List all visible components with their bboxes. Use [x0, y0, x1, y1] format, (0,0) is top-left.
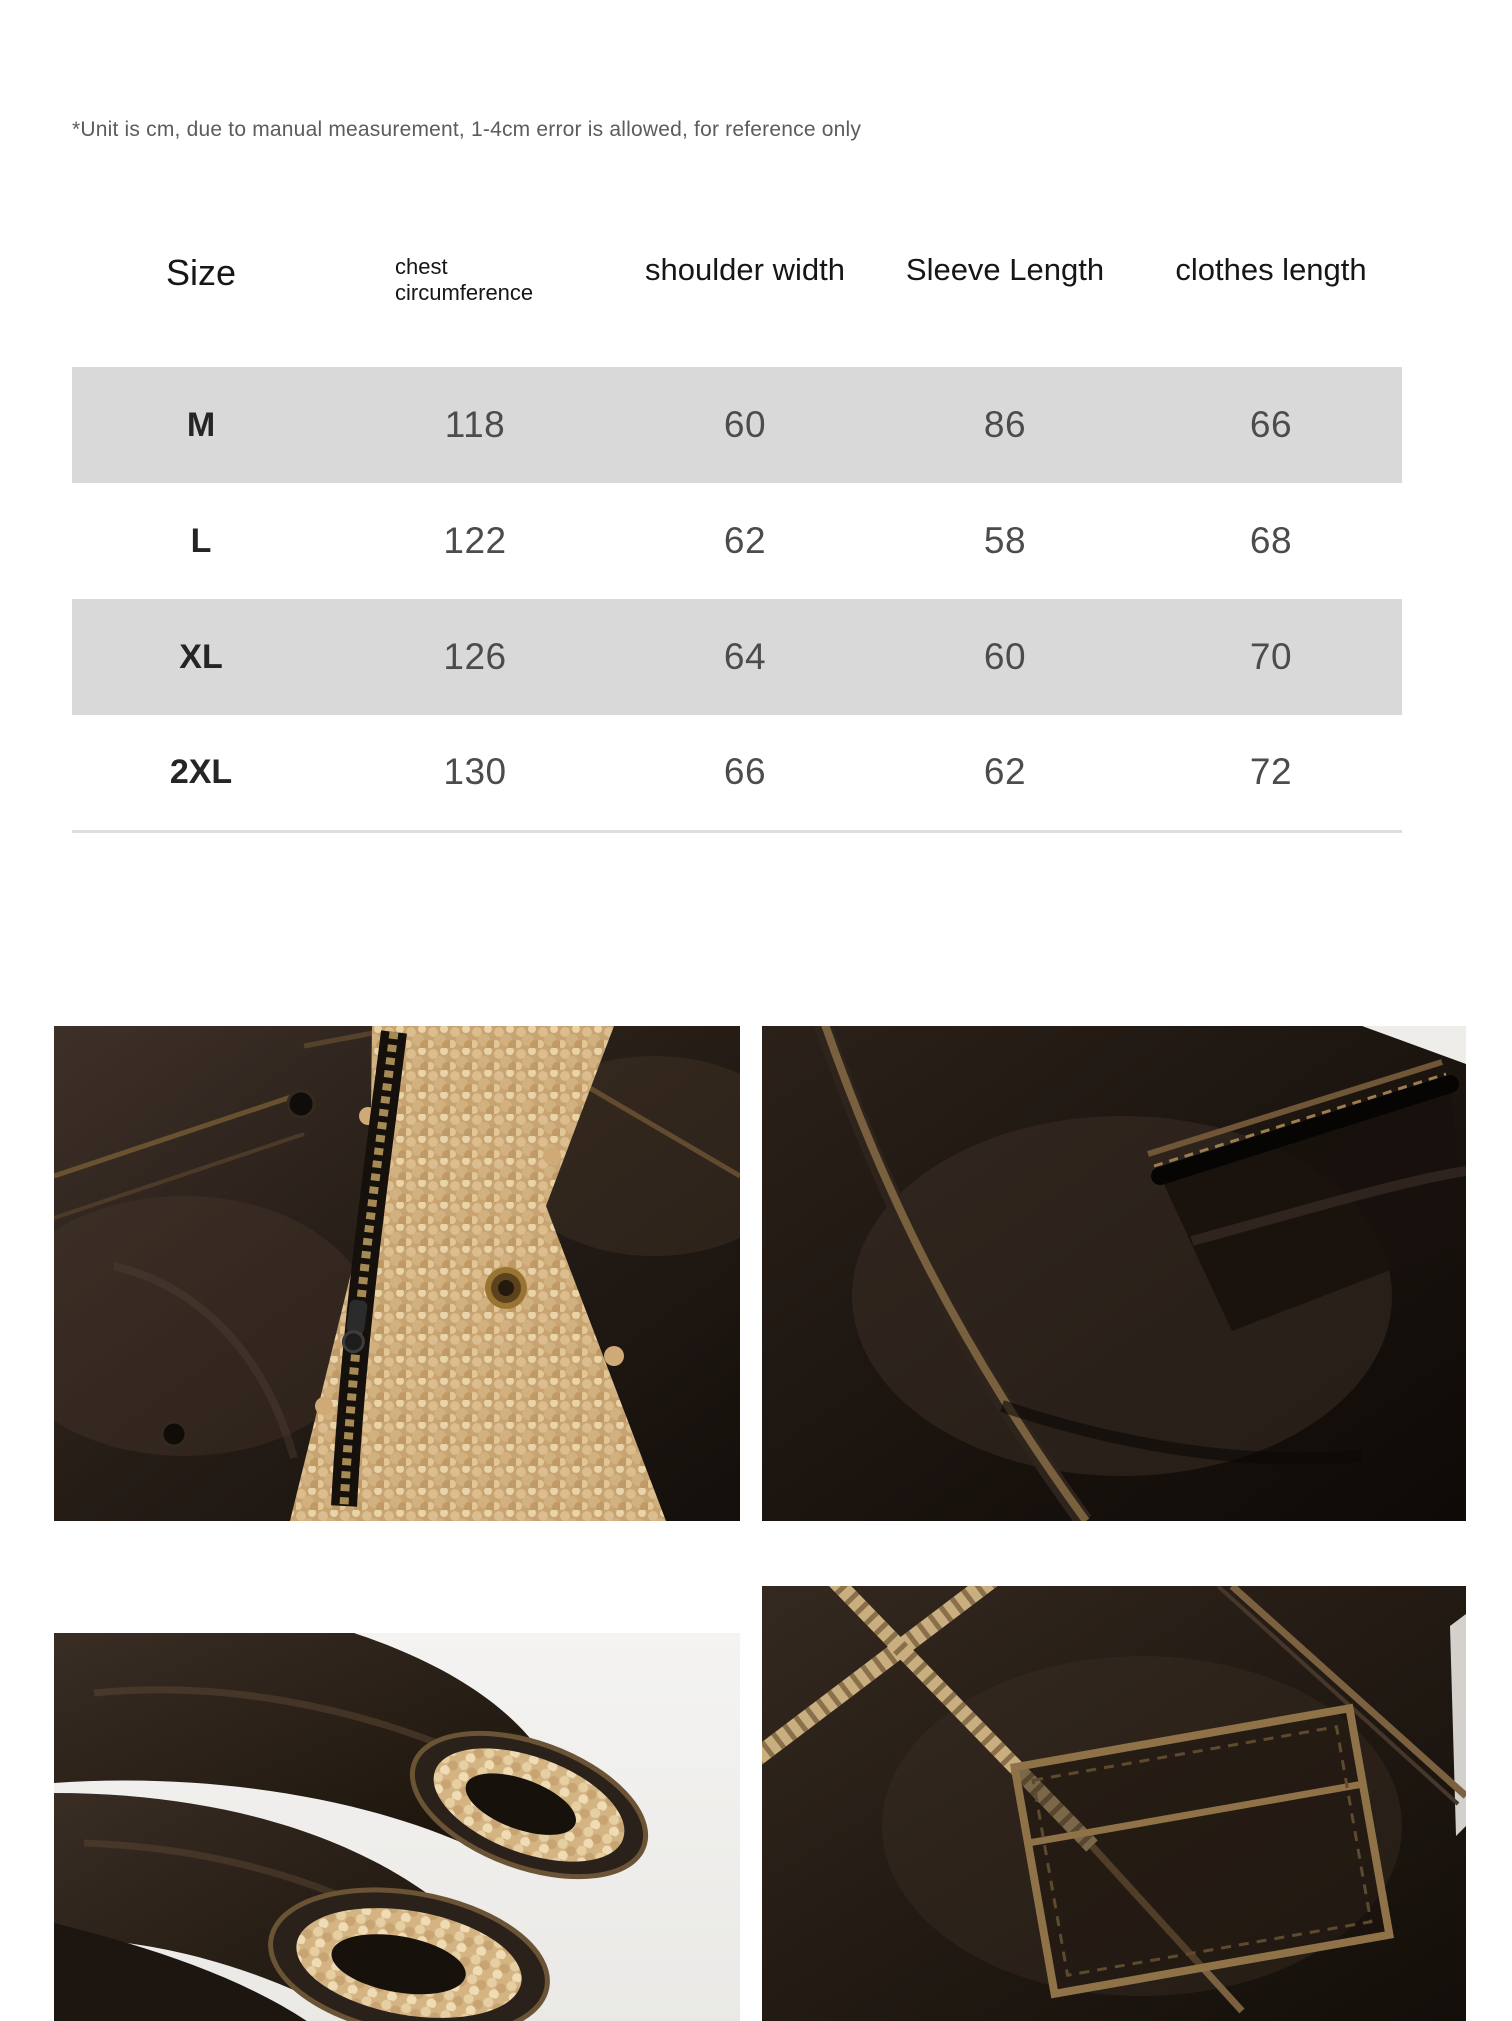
- sleeve-value: 86: [983, 404, 1027, 445]
- jacket-zipper-lining-illustration: [54, 1026, 740, 1521]
- shoulder-value: 64: [723, 636, 767, 677]
- jacket-cuff-illustration: [54, 1633, 740, 2021]
- measurement-note: *Unit is cm, due to manual measurement, 1-4cm error is allowed, for reference only: [72, 118, 862, 141]
- size-chart-table: [72, 240, 1402, 833]
- table-row-xl: [72, 599, 1402, 715]
- clothes-length-value: 70: [1249, 636, 1293, 677]
- size-label: XL: [179, 637, 223, 676]
- size-label: M: [186, 405, 216, 444]
- table-row-l: [72, 483, 1402, 599]
- shoulder-value: 66: [620, 715, 870, 831]
- column-header-sleeve: Sleeve Length: [905, 252, 1105, 287]
- sleeve-value: 58: [983, 520, 1027, 561]
- chest-value: 122: [443, 520, 507, 561]
- shoulder-value: 62: [723, 520, 767, 561]
- chest-value: 126: [443, 636, 507, 677]
- table-row-m: [72, 367, 1402, 483]
- jacket-flap-pocket-illustration: [762, 1586, 1466, 2021]
- shoulder-value: 60: [723, 404, 767, 445]
- column-header-shoulder: shoulder width: [645, 252, 845, 287]
- table-row-2xl: [72, 715, 1402, 831]
- column-header-clothes-length: clothes length: [1175, 252, 1367, 287]
- clothes-length-value: 68: [1249, 520, 1293, 561]
- product-photo-zipper-lining: [54, 1026, 740, 1521]
- sleeve-value: 60: [983, 636, 1027, 677]
- size-chart-header: [72, 240, 1402, 367]
- jacket-welt-pocket-illustration: [762, 1026, 1466, 1521]
- product-photo-flap-pocket: [762, 1586, 1466, 2021]
- product-photo-welt-pocket: [762, 1026, 1466, 1521]
- column-header-chest: chest circumference: [395, 254, 534, 305]
- chest-value: 118: [444, 404, 506, 445]
- clothes-length-value: 72: [1140, 715, 1402, 831]
- size-label: L: [190, 521, 212, 560]
- column-header-size: Size: [165, 252, 237, 293]
- product-photo-cuff-shearling: [54, 1633, 740, 2021]
- chest-value: 130: [330, 715, 620, 831]
- sleeve-value: 62: [870, 715, 1140, 831]
- size-label: 2XL: [72, 715, 330, 831]
- clothes-length-value: 66: [1249, 404, 1293, 445]
